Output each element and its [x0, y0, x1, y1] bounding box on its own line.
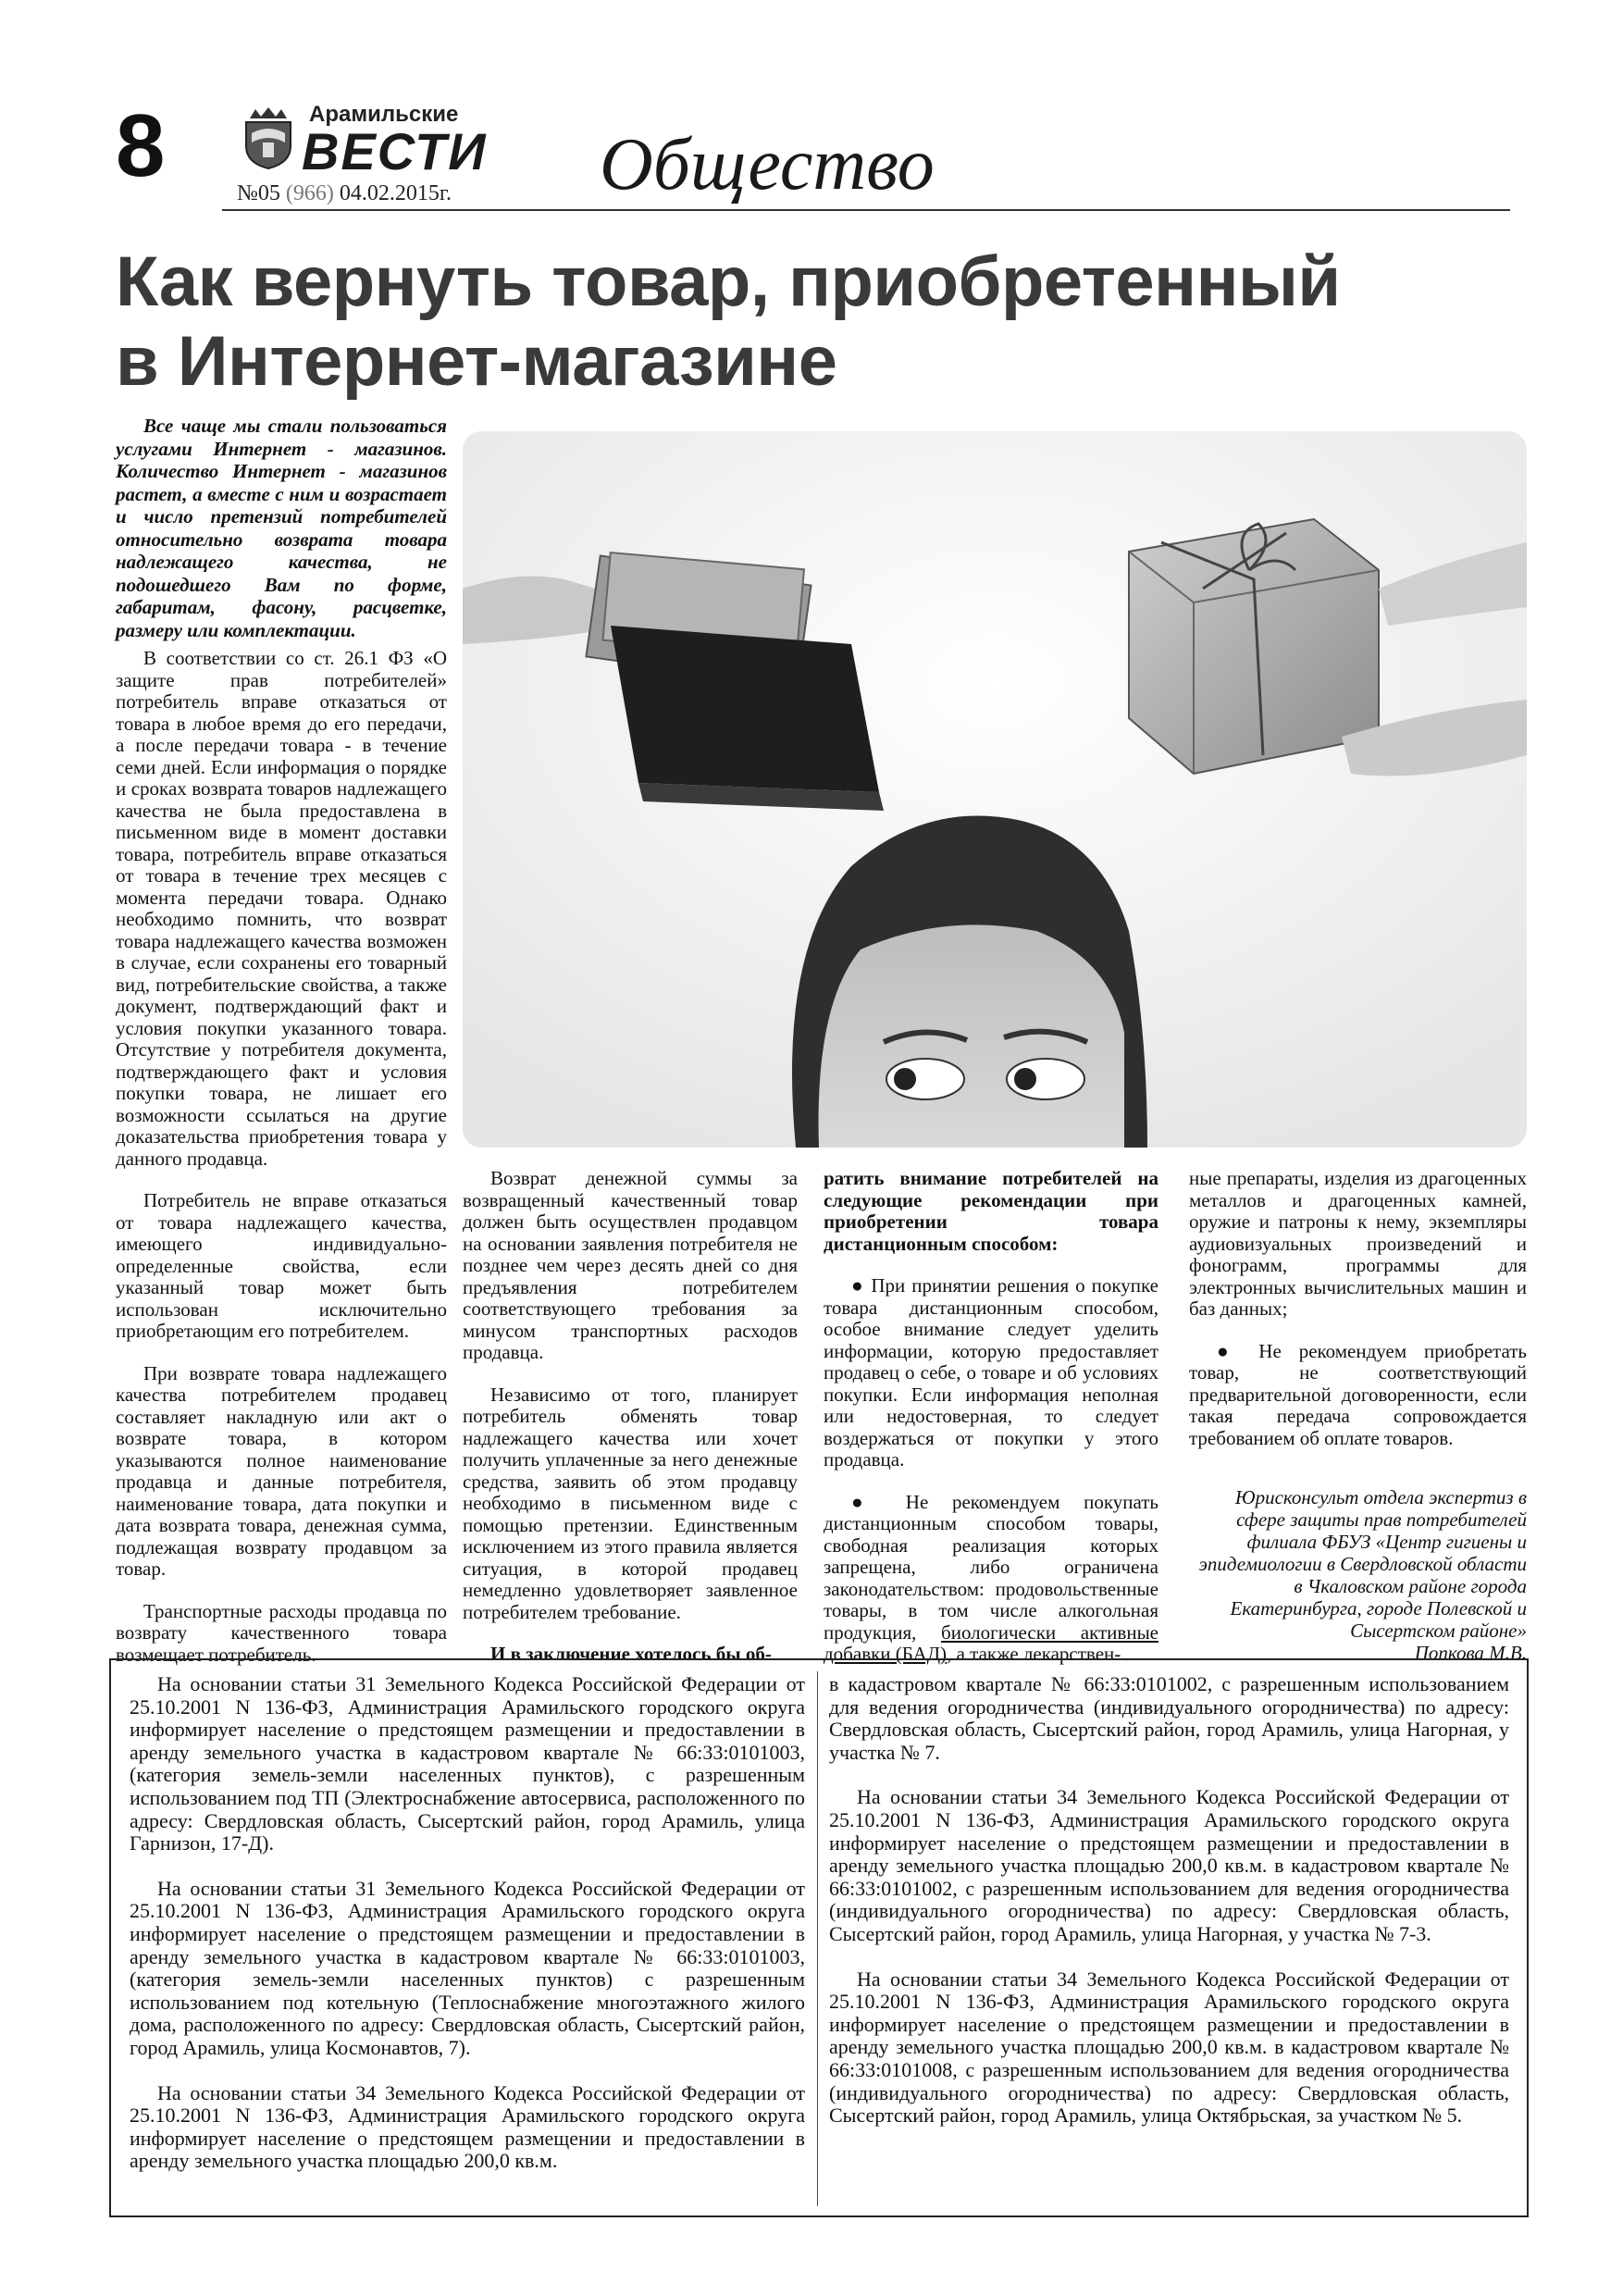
notice: На основании статьи 31 Земельного Кодекса Российской Федерации от 25.10.2001 N 136-ФЗ, Администрация Арамильского городского округа информирует население о предстоящем размещении и предоставлении в аренду земельного участка в кадастровом квартале № 66:33:0101003, (категория земель-земли населенных пунктов) с разрешенным использованием под котельную (Теплоснабжение многоэтажного жилого дома, расположенного по адресу: Свердловская область, Сысертский район, город Арамиль, улица Космонавтов, 7). [130, 1876, 805, 2059]
issue-total: (966) [285, 181, 334, 205]
article-column-2 [463, 1168, 798, 1686]
issue-number: №05 [237, 181, 286, 205]
newspaper-logo [237, 93, 488, 180]
notices-divider [817, 1671, 818, 2206]
paragraph: ные препараты, изделия из драгоценных металлов и драгоценных камней, оружие и патроны к нему, экземпляры аудиовизуальных произведений и фонограмм, программы для электронных вычислительных машин и баз данных; [1189, 1167, 1527, 1320]
article-column-4 [1189, 1168, 1527, 1664]
paragraph [824, 1492, 1158, 1666]
page-number: 8 [116, 96, 166, 195]
notice: На основании статьи 34 Земельного Кодекса Российской Федерации от 25.10.2001 N 136-ФЗ, Администрация Арамильского городского округа информирует население о предстоящем размещении и предоставлении в аренду земельного участка площадью 200,0 кв.м. в кадастровом квартале № 66:33:0101008, с разрешенным использованием для ведения огородничества (индивидуального огородничества) по адресу: Свердловская область, Сысертский район, город Арамиль, улица Октябрьская, за участком № 5. [829, 1967, 1509, 2128]
paragraph-bold: И в заключение хотелось бы об- [490, 1643, 772, 1665]
headline-line-1: Как вернуть товар, приобретенный [116, 242, 1341, 321]
paragraph: При возврате товара надлежащего качества потребителем продавец составляет накладную или акт о возврате товара, в котором указываются полное наименование продавца и данные потребителя, наименование товара, дата покупки и дата возврата товара, денежная сумма, подлежащая возврату продавцом за товар. [116, 1361, 447, 1580]
text-run: , а также лекарствен- [947, 1643, 1121, 1665]
underlined-term: биологически активные добавки (БАД) [824, 1620, 1159, 1665]
author-name: Попкова М.В. [1414, 1642, 1527, 1664]
paragraph: ● При принятии решения о покупке товара дистанционным способом, особое внимание следует уделить информации, которую предоставляет продавец о себе, о товаре и об условиях покупки. Если информация неполная или недостоверная, то следует воздержаться от покупки у этого продавца. [824, 1274, 1158, 1471]
paragraph: Потребитель не вправе отказаться от товара надлежащего качества, имеющего индивидуально-определенные свойства, если указанный товар может быть использован исключительно приобретающим его потребителем. [116, 1189, 447, 1342]
issue-info [237, 181, 452, 206]
article-column-1 [116, 648, 447, 1686]
notice: На основании статьи 34 Земельного Кодекса Российской Федерации от 25.10.2001 N 136-ФЗ, Администрация Арамильского городского округа информирует население о предстоящем размещении и предоставлении в аренду земельного участка площадью 200,0 кв.м. в кадастровом квартале № 66:33:0101002, с разрешенным использованием для ведения огородничества (индивидуального огородничества) по адресу: Свердловская область, Сысертский район, город Арамиль, улица Нагорная, у участка № 7-3. [829, 1785, 1509, 1945]
author-signature [1189, 1486, 1527, 1664]
coat-of-arms-icon [242, 105, 294, 170]
notice: На основании статьи 34 Земельного Кодекса Российской Федерации от 25.10.2001 N 136-ФЗ, Администрация Арамильского городского округа информирует население о предстоящем размещении и предоставлении в аренду земельного участка площадью 200,0 кв.м. [130, 2080, 805, 2173]
article-headline [116, 242, 1541, 402]
logo-title: ВЕСТИ [302, 122, 488, 180]
headline-line-2: в Интернет-магазине [116, 322, 837, 401]
logo-subtitle: Арамильские [309, 102, 459, 127]
paragraph: Транспортные расходы продавца по возврату качественного товара возмещает потребитель. [116, 1599, 447, 1666]
paragraph: ● Не рекомендуем приобретать товар, не соответствующий предварительной договоренности, если такая передача сопровождается требованием об оплате товаров. [1189, 1339, 1527, 1449]
author-role: Юрисконсульт отдела экспертиз в сфере защиты прав потребителей филиала ФБУЗ «Центр гигиены и эпидемиологии в Свердловской области в Чкаловском районе города Екатеринбурга, городе Полевской и Сысертском районе» [1198, 1486, 1527, 1642]
paragraph: Возврат денежной суммы за возвращенный качественный товар должен быть осуществлен продавцом на основании заявления потребителя не позднее чем через десять дней со дня предъявления потребителем соответствующего требования за минусом транспортных расходов продавца. [463, 1167, 798, 1363]
text-run: ● Не рекомендуем покупать дистанционным способом товары, свободная реализация которых запрещена, либо ограничена законодательством: продовольственные товары, в том числе алкогольная продукция, [824, 1490, 1158, 1644]
article-column-3 [824, 1168, 1158, 1686]
article-lead: Все чаще мы стали пользоваться услугами Интернет - магазинов. Количество Интернет - магазинов растет, а вместе с ним и возрастает и число претензий потребителей относительно возврата товара надлежащего качества, не подошедшего Вам по форме, габаритам, фасону, расцветке, размеру или комплектации. [116, 415, 447, 641]
paragraph: Независимо от того, планирует потребитель обменять товар надлежащего качества или хочет получить уплаченные за него денежные средства, заявить об этом продавцу необходимо в письменном виде с помощью претензии. Единственным исключением из этого правила является ситуация, в которой продавец немедленно удовлетворяет заявленное потребителем требование. [463, 1383, 798, 1623]
section-title: Общество [600, 124, 935, 205]
notice-continued: в кадастровом квартале № 66:33:0101002, с разрешенным использованием для ведения огородничества (индивидуального огородничества) по адресу: Свердловская область, Сысертский район, город Арамиль, улица Нагорная, у участка № 7. [829, 1672, 1509, 1764]
header-divider [222, 209, 1510, 211]
notice: На основании статьи 31 Земельного Кодекса Российской Федерации от 25.10.2001 N 136-ФЗ, Администрация Арамильского городского округа информирует население о предстоящем размещении и предоставлении в аренду земельного участка в кадастровом квартале № 66:33:0101003, (категория земель-земли населенных пунктов), с разрешенным использованием под ТП (Электроснабжение автосервиса, расположенного по адресу: Свердловская область, Сысертский район, город Арамиль, улица Гарнизон, 17-Д). [130, 1672, 805, 1855]
notices-column-right [829, 1673, 1509, 2150]
paragraph-bold: ратить внимание потребителей на следующие рекомендации при приобретении товара дистанционным способом: [824, 1167, 1158, 1255]
article-photo [463, 431, 1527, 1148]
issue-date: 04.02.2015г. [333, 181, 452, 205]
notices-column-left [130, 1673, 805, 2195]
paragraph: В соответствии со ст. 26.1 ФЗ «О защите прав потребителей» потребитель вправе отказаться от товара в любое время до его передачи, а после передачи товара - в течение семи дней. Если информация о порядке и сроках возврата товаров надлежащего качества не была предоставлена в письменном виде в момент доставки товара, потребитель вправе отказаться от товара в течение трех месяцев с момента передачи товара. Однако необходимо помнить, что возврат товара надлежащего качества возможен в случае, если сохранены его товарный вид, потребительские свойства, а также документ, подтверждающий факт и условия покупки указанного товара. Отсутствие у потребителя документа, подтверждающего факт и условия покупки товара, не лишает его возможности ссылаться на другие доказательства приобретения товара у данного продавца. [116, 647, 447, 1170]
